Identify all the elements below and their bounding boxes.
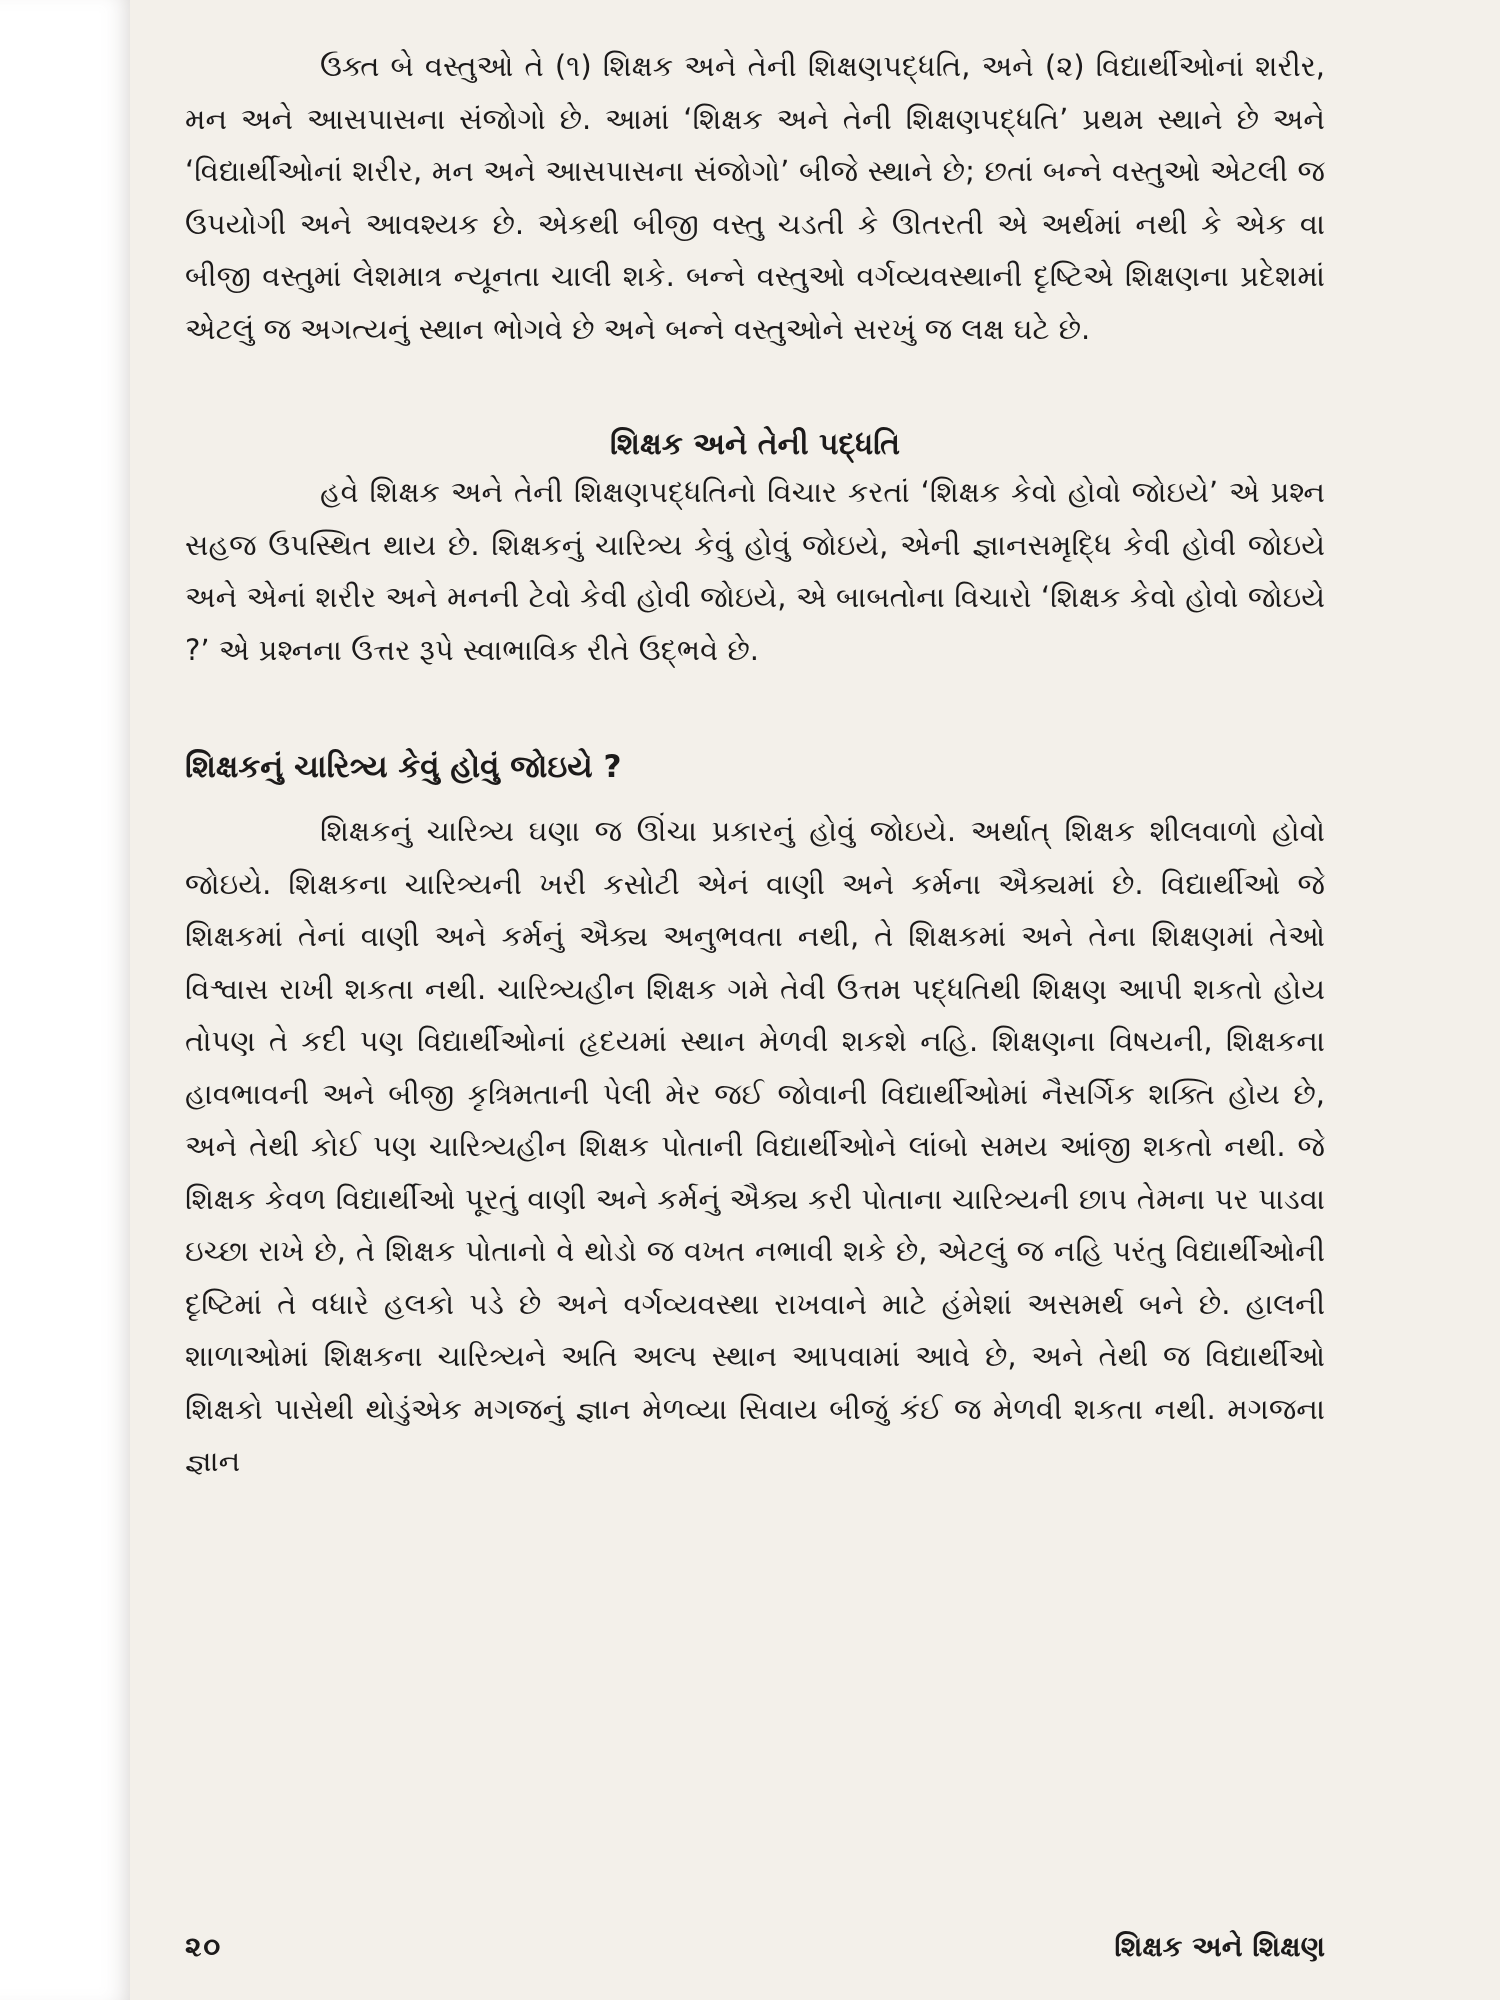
paragraph-2: હવે શિક્ષક અને તેની શિક્ષણપદ્ધતિનો વિચાર કરતાં ‘શિક્ષક કેવો હોવો જોઇયે’ એ પ્રશ્ન સહજ ઉપસ્થિત થાય છે. શિક્ષકનું ચારિત્ર્ય કેવું હોવું જોઇયે, એની જ્ઞાનસમૃદ્ધિ કેવી હોવી જોઇયે અને એનાં શરીર અને મનની ટેવો કેવી હોવી જોઇયે, એ બાબતોના વિચારો ‘શિક્ષક કેવો હોવો જોઇયે ?’ એ પ્રશ્નના ઉત્તર રૂપે સ્વાભાવિક રીતે ઉદ્ભવે છે. bbox=[185, 475, 1325, 667]
paragraph-3-block bbox=[185, 805, 1325, 1488]
paragraph-1: ઉક્ત બે વસ્તુઓ તે (૧) શિક્ષક અને તેની શિક્ષણપદ્ધતિ, અને (૨) વિદ્યાર્થીઓનાં શરીર, મન અને આસપાસના સંજોગો છે. આમાં ‘શિક્ષક અને તેની શિક્ષણપદ્ધતિ’ પ્રથમ સ્થાને છે અને ‘વિદ્યાર્થીઓનાં શરીર, મન અને આસપાસના સંજોગો’ બીજે સ્થાને છે; છતાં બન્ને વસ્તુઓ એટલી જ ઉપયોગી અને આવશ્યક છે. એકથી બીજી વસ્તુ ચડતી કે ઊતરતી એ અર્થમાં નથી કે એક વા બીજી વસ્તુમાં લેશમાત્ર ન્યૂનતા ચાલી શકે. બન્ને વસ્તુઓ વર્ગવ્યવસ્થાની દૃષ્ટિએ શિક્ષણના પ્રદેશમાં એટલું જ અગત્યનું સ્થાન ભોગવે છે અને બન્ને વસ્તુઓને સરખું જ લક્ષ ઘટે છે. bbox=[185, 49, 1325, 346]
subheading: શિક્ષકનું ચારિત્ર્ય કેવું હોવું જોઇયે ? bbox=[185, 749, 622, 785]
subheading-block bbox=[185, 738, 1325, 796]
page-footer bbox=[185, 1930, 1325, 1970]
page-gutter bbox=[0, 0, 130, 2000]
paragraph-3: શિક્ષકનું ચારિત્ર્ય ઘણા જ ઊંચા પ્રકારનું હોવું જોઇયે. અર્થાત્ શિક્ષક શીલવાળો હોવો જોઇયે. શિક્ષકના ચારિત્ર્યની ખરી કસોટી એનં વાણી અને કર્મના ઐક્યમાં છે. વિદ્યાર્થીઓ જે શિક્ષકમાં તેનાં વાણી અને કર્મનું ઐક્ય અનુભવતા નથી, તે શિક્ષકમાં અને તેના શિક્ષણમાં તેઓ વિશ્વાસ રાખી શકતા નથી. ચારિત્ર્યહીન શિક્ષક ગમે તેવી ઉત્તમ પદ્ધતિથી શિક્ષણ આપી શકતો હોય તોપણ તે કદી પણ વિદ્યાર્થીઓનાં હૃદયમાં સ્થાન મેળવી શકશે નહિ. શિક્ષણના વિષયની, શિક્ષકના હાવભાવની અને બીજી કૃત્રિમતાની પેલી મેર જઈ જોવાની વિદ્યાર્થીઓમાં નૈસર્ગિક શક્તિ હોય છે, અને તેથી કોઈ પણ ચારિત્ર્યહીન શિક્ષક પોતાની વિદ્યાર્થીઓને લાંબો સમય આંજી શકતો નથી. જે શિક્ષક કેવળ વિદ્યાર્થીઓ પૂરતું વાણી અને કર્મનું ઐક્ય કરી પોતાના ચારિત્ર્યની છાપ તેમના પર પાડવા ઇચ્છા રાખે છે, તે શિક્ષક પોતાનો વે થોડો જ વખત નભાવી શકે છે, એટલું જ નહિ પરંતુ વિદ્યાર્થીઓની દૃષ્ટિમાં તે વધારે હલકો પડે છે અને વર્ગવ્યવસ્થા રાખવાને માટે હંમેશાં અસમર્થ બને છે. હાલની શાળાઓમાં શિક્ષકના ચારિત્ર્યને અતિ અલ્પ સ્થાન આપવામાં આવે છે, અને તેથી જ વિદ્યાર્થીઓ શિક્ષકો પાસેથી થોડુંએક મગજનું જ્ઞાન મેળવ્યા સિવાય બીજું કંઈ જ મેળવી શકતા નથી. મગજના જ્ઞાન bbox=[185, 814, 1325, 1478]
paragraph-1-block bbox=[185, 40, 1325, 355]
running-title: શિક્ષક અને શિક્ષણ bbox=[1114, 1930, 1325, 1963]
paragraph-2-block bbox=[185, 466, 1325, 676]
section-heading: શિક્ષક અને તેની પદ્ધતિ bbox=[610, 427, 900, 462]
page-number: ૨૦ bbox=[185, 1930, 223, 1963]
